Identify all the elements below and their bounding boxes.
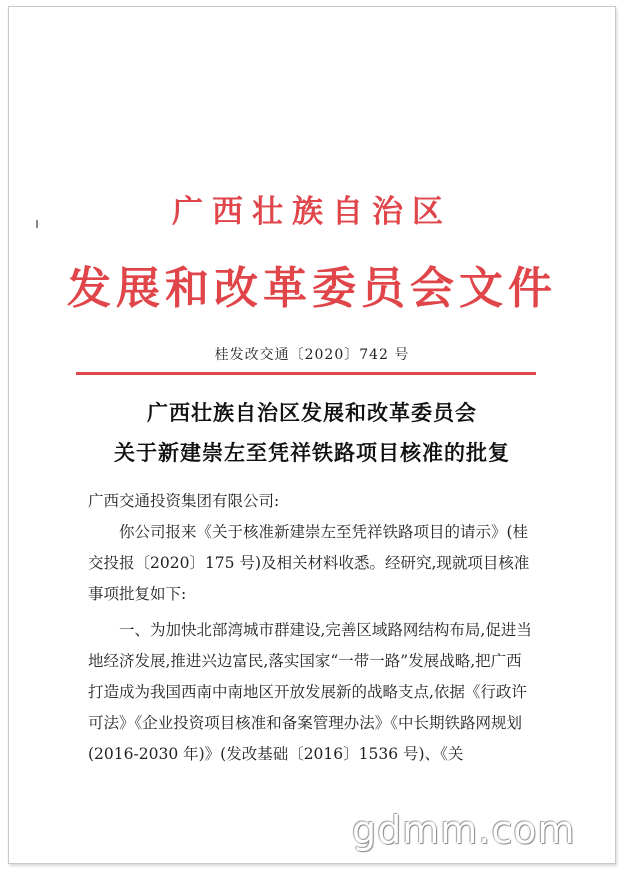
body-paragraph-1: 你公司报来《关于核准新建崇左至凭祥铁路项目的请示》(桂交投报〔2020〕175 号)及相关材料收悉。经研究,现就项目核准事项批复如下: (88, 523, 530, 603)
issuer-name: 广西壮族自治区 (172, 194, 452, 230)
salutation: 广西交通投资集团有限公司: (88, 492, 280, 510)
red-divider-line (76, 372, 536, 375)
body-paragraph-2: 一、为加快北部湾城市群建设,完善区域路网结构布局,促进当地经济发展,推进兴边富民,落实国家“一带一路”发展战略,把广西打造成为我国西南中南地区开放发展新的战略支点,依据《行政许可法》《企业投资项目核准和备案管理办法》《中长期铁路网规划(2016-2030 年)》(发改基础〔2016〕1536 号)、《关 (88, 621, 532, 763)
site-watermark: gdmm.com (352, 808, 576, 852)
document-number: 桂发改交通〔2020〕742 号 (214, 347, 410, 363)
document-title-line1: 广西壮族自治区发展和改革委员会 (147, 400, 477, 425)
document-title-line2: 关于新建崇左至凭祥铁路项目核准的批复 (114, 440, 510, 465)
document-header-title: 发展和改革委员会文件 (67, 263, 557, 314)
